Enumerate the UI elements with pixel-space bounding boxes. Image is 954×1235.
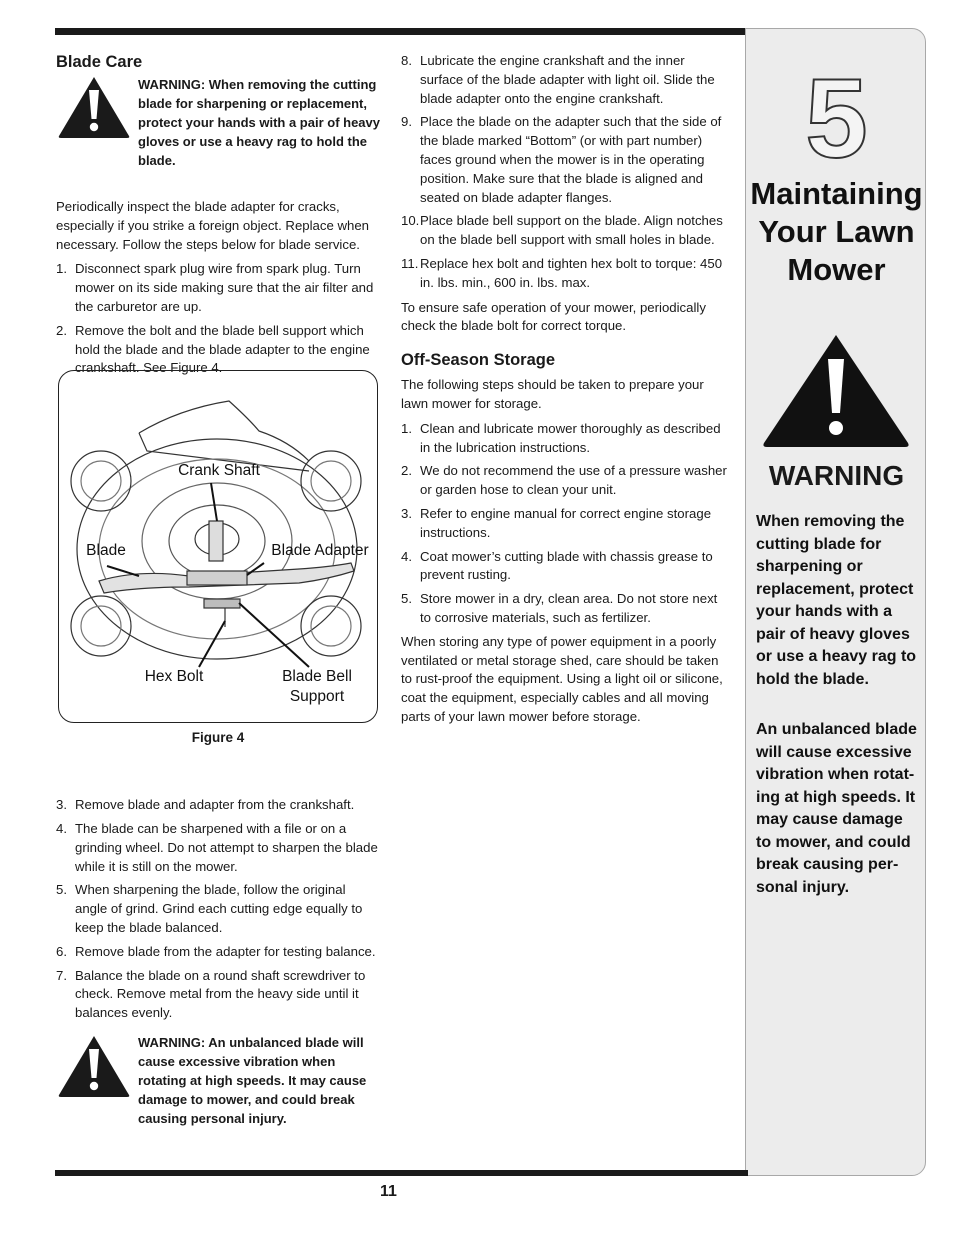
- list-item-text: The blade can be sharpened with a file or on a grinding wheel. Do not attempt to sharpen the blade while it is still on the mower.: [75, 820, 378, 874]
- label-hex-bolt: Hex Bolt: [144, 668, 204, 685]
- storage-intro: The following steps should be taken to prepare your lawn mower for storage.: [401, 377, 704, 411]
- warning-triangle-icon: [56, 1033, 132, 1099]
- list-item-text: Replace hex bolt and tighten hex bolt to torque: 450 in. lbs. min., 600 in. lbs. max.: [420, 255, 723, 290]
- list-item-text: Remove blade from the adapter for testing balance.: [75, 943, 376, 959]
- list-item: [56, 820, 378, 876]
- list-item: [56, 260, 378, 316]
- chapter-number-text: 5: [805, 69, 868, 169]
- list-item-number: 5.: [401, 591, 412, 607]
- unbalanced-blade-warning: [56, 1033, 378, 1133]
- chapter-number: [746, 69, 927, 169]
- list-item-number: 4.: [401, 548, 412, 564]
- blade-care-warning-text: WARNING: When removing the cutting blade for sharpening or replacement, protect your hands with a pair of heavy gloves or use a heavy rag to hold the blade.: [138, 77, 380, 168]
- page-number: 11: [380, 1183, 397, 1200]
- list-item-number: 6.: [56, 943, 67, 959]
- warning-triangle-icon: [760, 331, 912, 451]
- list-item: [401, 505, 731, 543]
- torque-note: To ensure safe operation of your mower, periodically check the blade bolt for correct torque.: [401, 299, 706, 334]
- label-blade-adapter: Blade Adapter: [271, 542, 369, 559]
- list-item-number: 3.: [401, 505, 412, 521]
- list-item-text: Place the blade on the adapter such that the side of the blade marked “Bottom” (or with part number) faces ground when the mower is in the operating position. Make sure that the blade is aligned and seated on blade adapter flanges.: [420, 114, 722, 205]
- list-item-number: 11.: [401, 255, 419, 271]
- blade-care-heading: Blade Care: [56, 53, 143, 71]
- label-blade-bell-support: Blade Bell Support: [282, 668, 352, 705]
- middle-column: [401, 52, 731, 727]
- list-item-text: We do not recommend the use of a pressure washer or garden hose to clean your unit.: [420, 463, 727, 498]
- list-item-text: Balance the blade on a round shaft screwdriver to check. Remove metal from the heavy side until it balances evenly.: [75, 967, 366, 1021]
- chapter-title: Maintaining Your Lawn Mower: [750, 176, 923, 287]
- warning-triangle-icon: [56, 74, 132, 140]
- list-item: [401, 462, 731, 500]
- list-item-text: Clean and lubricate mower thoroughly as described in the lubrication instructions.: [420, 420, 721, 455]
- list-item-text: Lubricate the engine crankshaft and the inner surface of the blade adapter with light oil. Slide the blade adapter onto the engine crankshaft.: [420, 53, 715, 106]
- bottom-rule: [55, 1170, 748, 1176]
- list-item-text: Coat mower’s cutting blade with chassis grease to prevent rusting.: [420, 548, 713, 583]
- list-item-text: When sharpening the blade, follow the original angle of grind. Grind each cutting edge equally to keep the blade balanced.: [75, 882, 363, 935]
- blade-steps-list-c: [401, 52, 731, 293]
- label-blade: Blade: [86, 542, 126, 559]
- blade-care-warning: [56, 72, 378, 190]
- storage-note: When storing any type of power equipment in a poorly ventilated or metal storage shed, care should be taken to rust-proof the equipment. Using a light oil or silicone, coat the equipment, especially cables and all moving parts of your lawn mower before storage.: [401, 633, 723, 724]
- list-item-number: 7.: [56, 967, 67, 983]
- list-item-text: Remove the bolt and the blade bell support which hold the blade and the blade adapter to the engine crankshaft. See Figure 4.: [75, 322, 370, 376]
- side-warning-para-2: An unbalanced blade will cause excessive vibration when rotat-ing at high speeds. It may cause damage to mower, and could break causing per-sonal injury.: [756, 721, 917, 896]
- list-item-number: 10.: [401, 213, 420, 229]
- list-item-text: Store mower in a dry, clean area. Do not store next to corrosive materials, such as fertilizer.: [420, 591, 718, 625]
- side-warning-heading: WARNING: [768, 460, 905, 491]
- figure-4-illustration: [58, 370, 378, 723]
- list-item-number: 1.: [56, 261, 67, 277]
- side-warning-para-1: When removing the cutting blade for sharpening or replacement, protect your hands with a pair of heavy gloves or use a heavy rag to hold the blade.: [756, 513, 917, 688]
- list-item: [401, 590, 731, 628]
- list-item: [401, 113, 731, 207]
- list-item-number: 5.: [56, 882, 67, 898]
- list-item-text: Disconnect spark plug wire from spark plug. Turn mower on its side making sure that the air filter and the carburetor are up.: [75, 261, 374, 314]
- list-item-text: Place blade bell support on the blade. Align notches on the blade bell support with small holes in blade.: [420, 213, 723, 248]
- list-item-number: 8.: [401, 53, 412, 68]
- list-item-number: 2.: [401, 463, 412, 479]
- list-item-text: Remove blade and adapter from the crankshaft.: [75, 797, 355, 813]
- list-item: [401, 255, 731, 293]
- blade-steps-list-a: [56, 260, 378, 378]
- list-item: [56, 943, 378, 962]
- list-item-number: 9.: [401, 114, 412, 130]
- list-item: [401, 420, 731, 458]
- list-item: [401, 52, 731, 108]
- list-item-number: 2.: [56, 322, 67, 338]
- storage-steps-list: [401, 420, 731, 628]
- top-rule: [55, 28, 748, 35]
- list-item-number: 3.: [56, 797, 67, 813]
- blade-care-intro: Periodically inspect the blade adapter for cracks, especially if you strike a foreign object. Replace when necessary. Follow the steps below for blade service.: [56, 199, 370, 252]
- list-item-number: 4.: [56, 820, 67, 836]
- list-item: [401, 548, 731, 586]
- chapter-side-panel: [745, 28, 926, 1176]
- list-item-text: Refer to engine manual for correct engine storage instructions.: [420, 505, 712, 540]
- list-item: [56, 796, 378, 815]
- label-crank-shaft: Crank Shaft: [178, 462, 260, 479]
- list-item: [56, 967, 378, 1023]
- list-item-number: 1.: [401, 420, 412, 436]
- blade-steps-list-b: [56, 796, 378, 1023]
- list-item: [56, 881, 378, 937]
- unbalanced-blade-warning-text: WARNING: An unbalanced blade will cause excessive vibration when rotating at high speeds. It may cause damage to mower, and could break causing personal injury.: [138, 1034, 367, 1126]
- off-season-storage-heading: Off-Season Storage: [401, 351, 556, 370]
- list-item: [401, 212, 731, 250]
- figure-caption: Figure 4: [191, 730, 245, 745]
